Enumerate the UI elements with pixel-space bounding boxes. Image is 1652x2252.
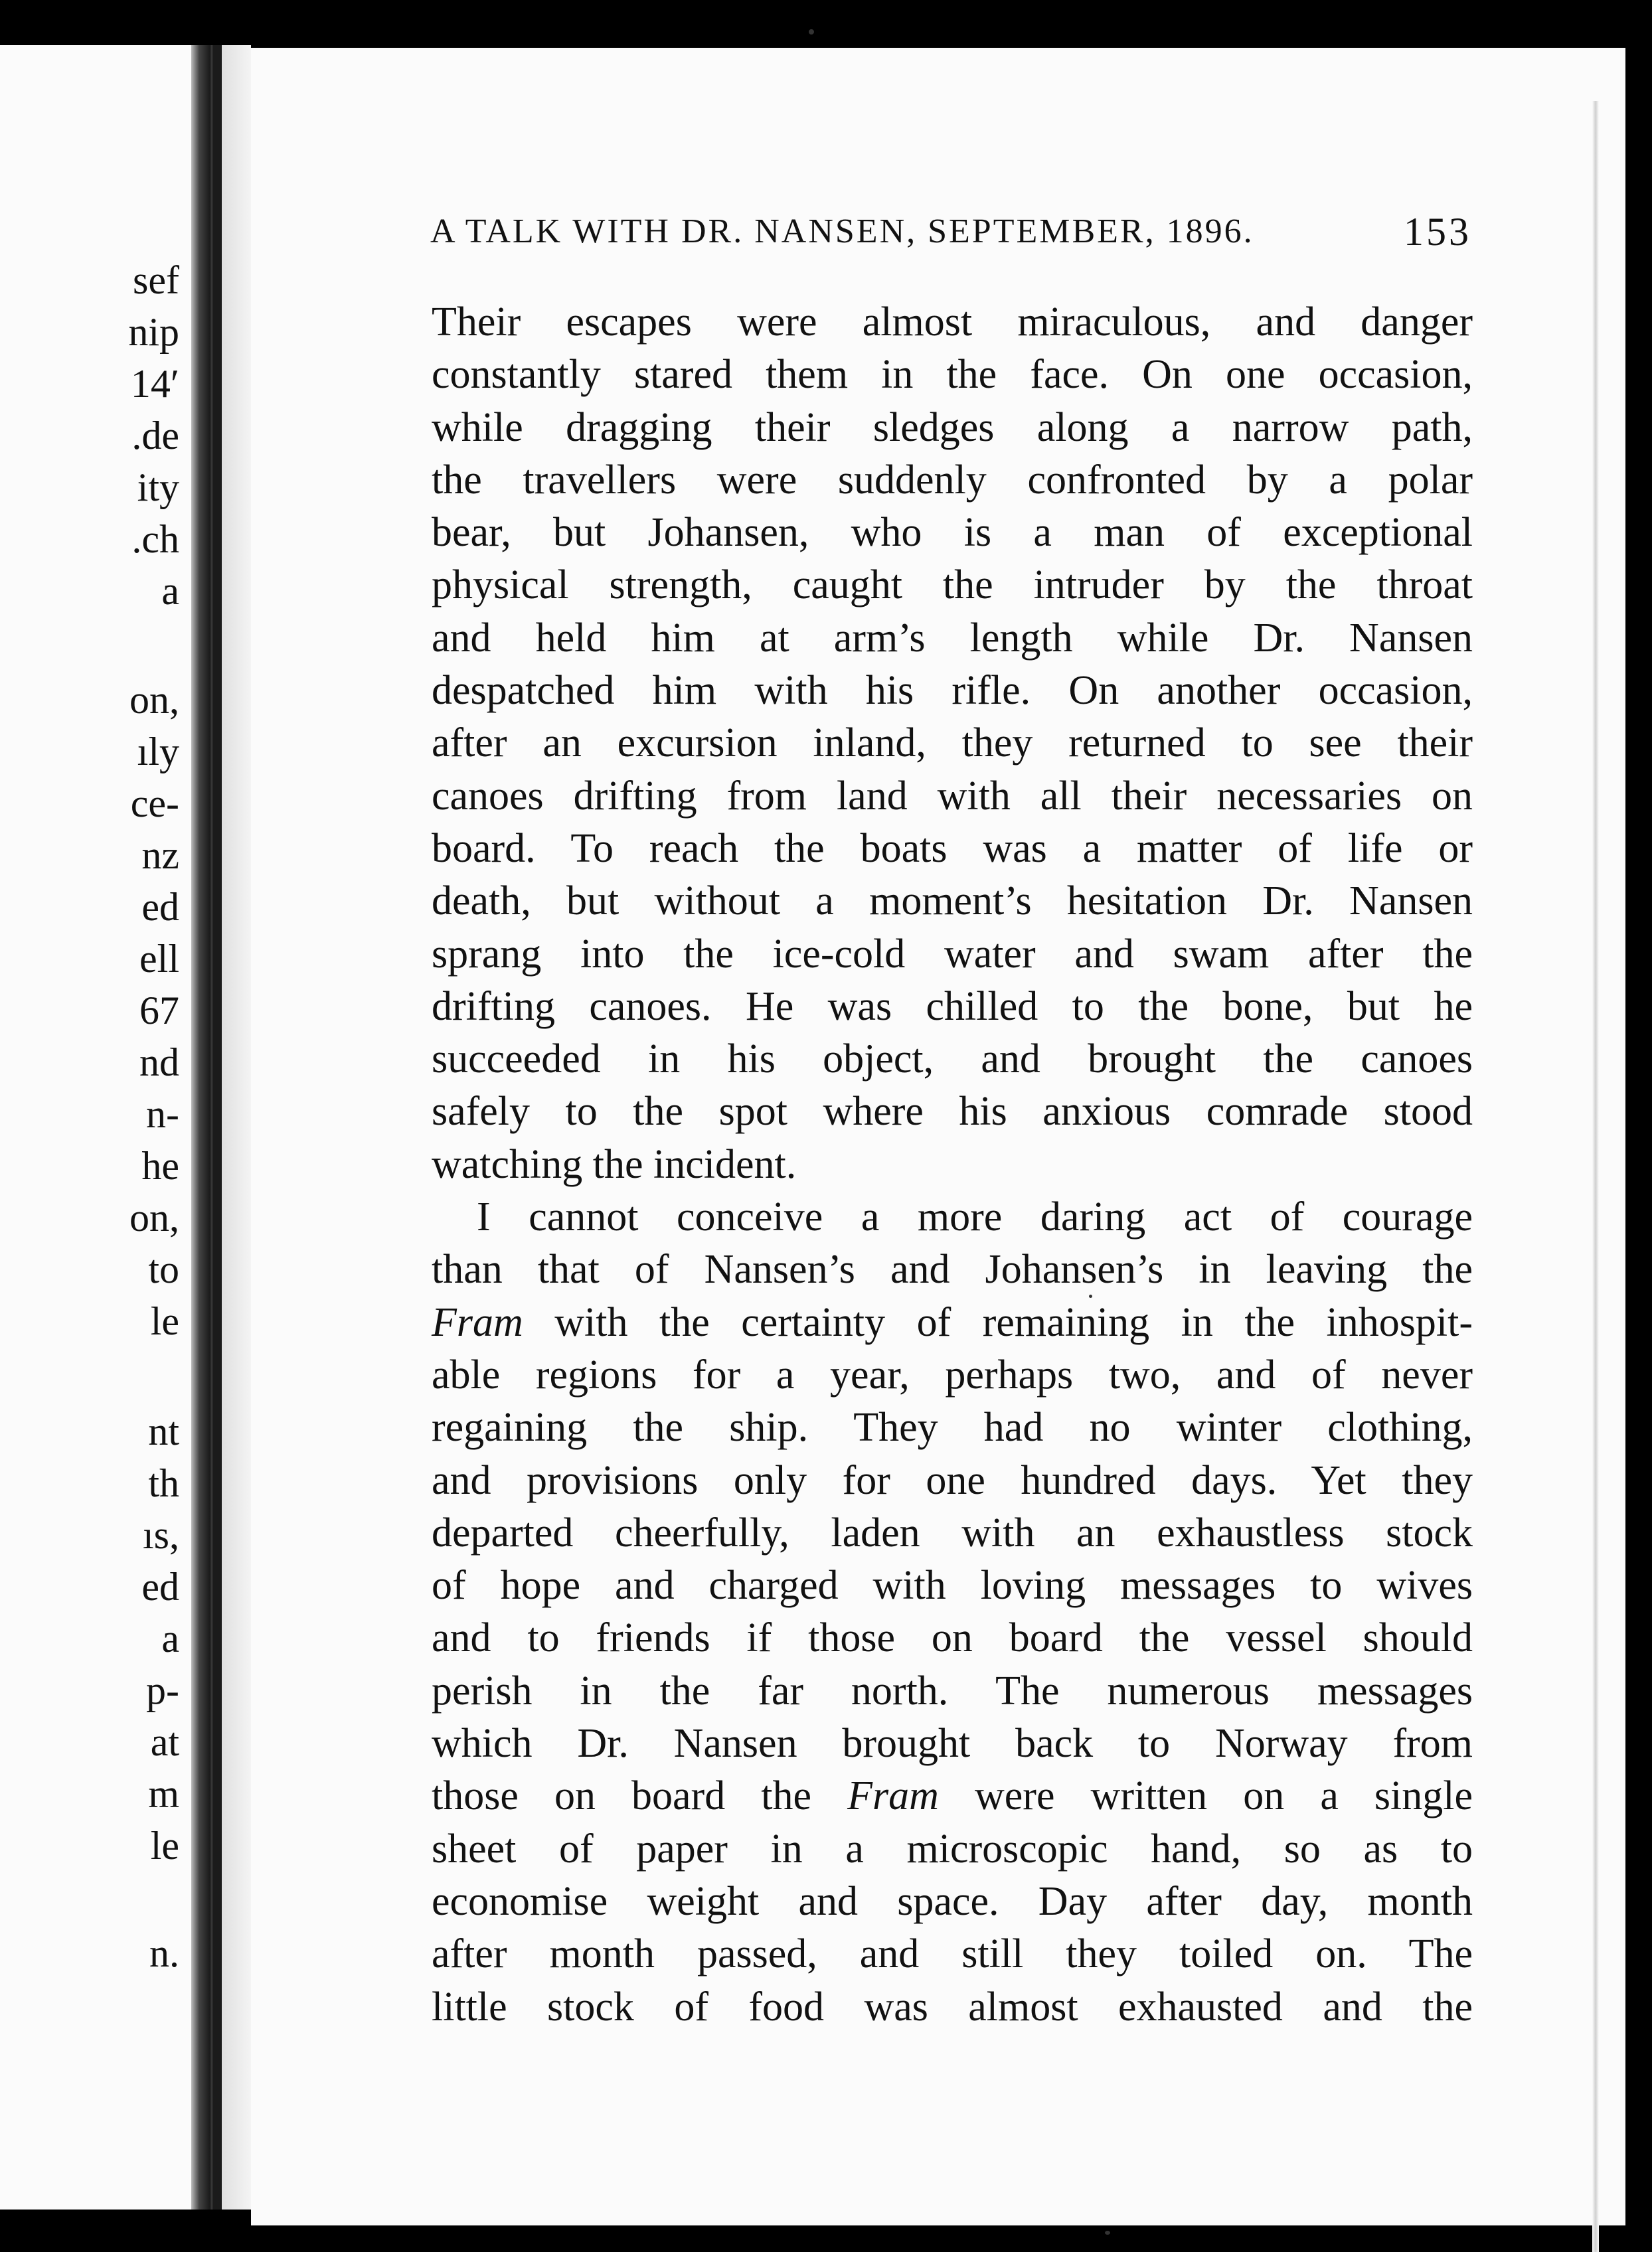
text-line: the travellers were suddenly confronted by a polar — [432, 457, 1473, 503]
left-page-text-fragment: m — [148, 1772, 179, 1816]
left-page-text-fragment: he — [141, 1144, 179, 1188]
left-page-text-fragment: a — [161, 1617, 179, 1660]
left-page-text-fragment: at — [150, 1720, 179, 1764]
italic-ship-name: Fram — [432, 1299, 523, 1345]
text-line: regaining the ship. They had no winter clothing, — [432, 1405, 1473, 1451]
left-page-text-fragment: 14′ — [130, 362, 179, 406]
left-page-text-fragment: le — [150, 1299, 179, 1343]
text-line: I cannot conceive a more daring act of courage — [477, 1194, 1473, 1240]
left-page-text-fragment: ed — [141, 885, 179, 929]
left-page-text-fragment: .ch — [131, 517, 179, 561]
left-page-text-fragment: on, — [129, 1196, 179, 1240]
text-line: Their escapes were almost miraculous, and danger — [432, 299, 1473, 345]
text-line: departed cheerfully, laden with an exhaustless stock — [432, 1510, 1473, 1556]
left-page-text-fragment: nz — [141, 833, 179, 877]
page-number: 153 — [1404, 210, 1471, 254]
text-line: while dragging their sledges along a narrow path, — [432, 404, 1473, 450]
left-page-text-fragment: ed — [141, 1565, 179, 1609]
left-page-text-fragment: nt — [148, 1409, 179, 1453]
text-line: watching the incident. — [432, 1141, 797, 1187]
text-line: and to friends if those on board the vessel should — [432, 1615, 1473, 1661]
scan-speck — [1105, 2231, 1110, 2235]
text-line: than that of Nansen’s and Johansen’s in leaving the — [432, 1247, 1473, 1293]
left-page-text-fragment: to — [148, 1247, 179, 1291]
left-page-text-fragment: ity — [137, 465, 179, 509]
left-page-text-fragment: .de — [131, 414, 179, 457]
left-facing-page — [0, 45, 191, 2210]
text-line: death, but without a moment’s hesitation Dr. Nansen — [432, 878, 1473, 924]
scan-speck — [1089, 1295, 1092, 1298]
text-line: able regions for a year, perhaps two, and of never — [432, 1352, 1473, 1398]
text-line: succeeded in his object, and brought the canoes — [432, 1036, 1473, 1082]
left-page-text-fragment: nip — [128, 310, 179, 354]
text-line: bear, but Johansen, who is a man of exceptional — [432, 510, 1473, 556]
running-head-title: A TALK WITH DR. NANSEN, SEPTEMBER, 1896. — [430, 212, 1254, 250]
text-line: drifting canoes. He was chilled to the bone, but he — [432, 983, 1473, 1029]
text-line: sprang into the ice-cold water and swam after the — [432, 931, 1473, 977]
left-page-text-fragment: n. — [149, 1931, 179, 1975]
left-page-text-fragment: ell — [139, 937, 179, 981]
left-page-text-fragment: a — [161, 569, 179, 613]
right-page — [251, 48, 1625, 2225]
left-page-text-fragment: p- — [146, 1668, 179, 1712]
left-page-text-fragment: n- — [146, 1092, 179, 1136]
left-page-text-fragment: nd — [139, 1040, 179, 1084]
text-line: constantly stared them in the face. On one occasion, — [432, 352, 1473, 398]
italic-ship-name: Fram — [847, 1773, 939, 1819]
text-line: little stock of food was almost exhausted and the — [432, 1984, 1473, 2030]
text-line: perish in the far north. The numerous messages — [432, 1668, 1473, 1714]
left-page-text-fragment: ce- — [130, 781, 179, 825]
page-edge — [1592, 101, 1599, 2252]
text-line: physical strength, caught the intruder by the throat — [432, 562, 1473, 608]
text-line: which Dr. Nansen brought back to Norway from — [432, 1721, 1473, 1767]
left-page-text-fragment: 67 — [139, 989, 179, 1032]
text-segment: were written on a single — [975, 1773, 1473, 1819]
text-line: after an excursion inland, they returned to see their — [432, 720, 1473, 766]
text-line: and held him at arm’s length while Dr. Nansen — [432, 615, 1473, 661]
text-segment: with the certainty of remaining in the inhospit- — [554, 1299, 1473, 1345]
text-line: and provisions only for one hundred days. Yet they — [432, 1457, 1473, 1503]
left-page-text-fragment: le — [150, 1824, 179, 1868]
text-line: after month passed, and still they toiled on. The — [432, 1931, 1473, 1977]
text-line-with-italic — [432, 1297, 1473, 1349]
text-line: despatched him with his rifle. On another occasion, — [432, 668, 1473, 714]
gutter-shadow — [212, 45, 222, 2210]
text-segment: those on board the — [432, 1773, 812, 1819]
left-page-text-fragment: ıs, — [142, 1513, 179, 1557]
left-page-text-fragment: on, — [129, 678, 179, 722]
text-line: safely to the spot where his anxious comrade stood — [432, 1089, 1473, 1135]
text-line: board. To reach the boats was a matter of life or — [432, 825, 1473, 871]
text-line-with-italic — [432, 1770, 1473, 1822]
left-page-text-fragment: ıly — [137, 730, 179, 773]
scan-speck — [809, 29, 814, 35]
text-line: of hope and charged with loving messages to wives — [432, 1563, 1473, 1609]
text-line: economise weight and space. Day after day, month — [432, 1878, 1473, 1924]
text-line: sheet of paper in a microscopic hand, so as to — [432, 1826, 1473, 1872]
left-page-text-fragment: sef — [133, 258, 179, 302]
left-page-text-fragment: th — [148, 1461, 179, 1505]
text-line: canoes drifting from land with all their necessaries on — [432, 773, 1473, 819]
body-text — [432, 296, 1473, 2034]
